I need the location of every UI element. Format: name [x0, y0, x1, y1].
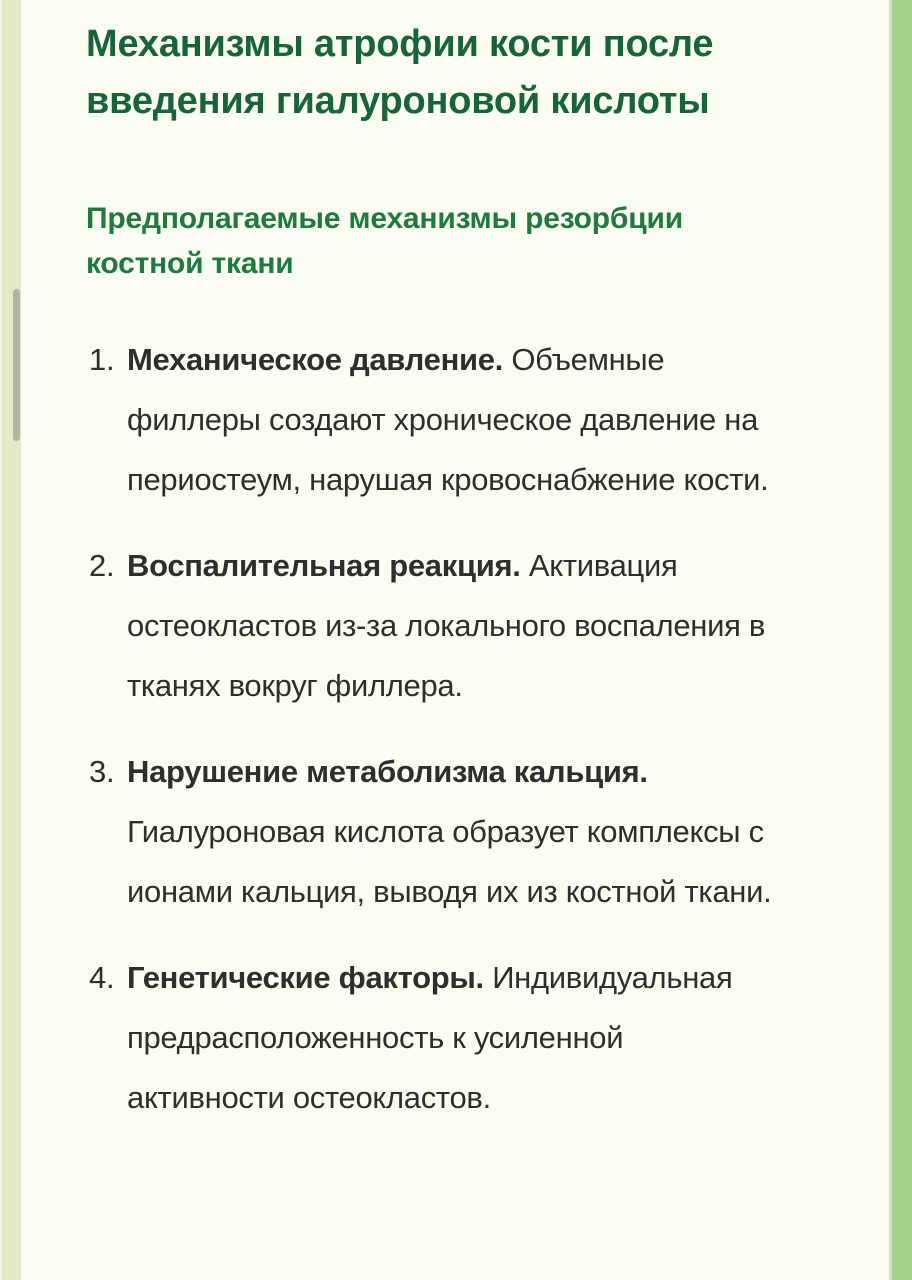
- right-gutter: [889, 0, 912, 1280]
- list-item-number: 2.: [89, 548, 115, 583]
- list-item-number: 4.: [89, 960, 115, 995]
- list-item-description: Активация остеокластов из-за локального воспаления в тканях вокруг филлера.: [127, 548, 766, 703]
- list-item-number: 3.: [89, 754, 115, 789]
- section-heading: Предполагаемые механизмы резорбции костной ткани: [86, 202, 683, 280]
- list-item-text: [127, 742, 787, 922]
- list-item-number: 1.: [89, 342, 115, 377]
- list-item-term: Воспалительная реакция.: [127, 548, 521, 583]
- list-item-text: [127, 536, 787, 716]
- list-item-term: Нарушение метаболизма кальция.: [127, 754, 648, 789]
- list-item: [89, 742, 859, 922]
- list-item-text: [127, 330, 787, 510]
- left-gutter: [0, 0, 21, 1280]
- article-page: [21, 0, 889, 1280]
- list-item-description: Индивидуальная предрасположенность к усиленной активности остеокластов.: [127, 960, 733, 1115]
- list-item-description: Объемные филлеры создают хроническое давление на периостеум, нарушая кровоснабжение кости.: [127, 342, 769, 497]
- list-item: [89, 948, 859, 1128]
- scrollbar-thumb[interactable]: [13, 289, 20, 441]
- list-item-term: Генетические факторы.: [127, 960, 484, 995]
- list-item-text: [127, 948, 787, 1128]
- mechanism-list: [86, 330, 859, 1128]
- list-item: [89, 536, 859, 716]
- page-title: Механизмы атрофии кости после введения гиалуроновой кислоты: [86, 23, 714, 122]
- list-item: [89, 330, 859, 510]
- list-item-term: Механическое давление.: [127, 342, 504, 377]
- list-item-description: Гиалуроновая кислота образует комплексы с ионами кальция, выводя их из костной ткани.: [127, 814, 772, 909]
